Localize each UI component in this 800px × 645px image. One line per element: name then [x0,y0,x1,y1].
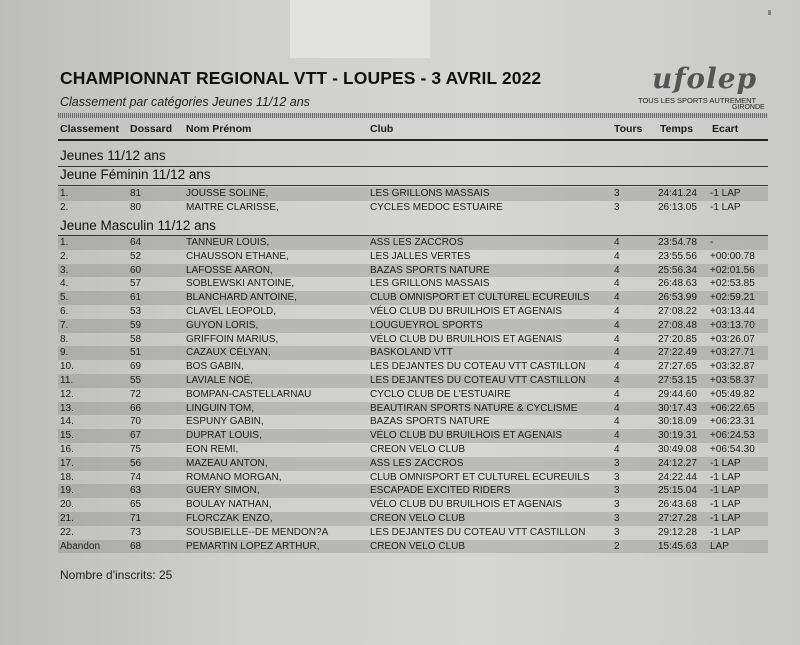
cell-bib: 67 [130,430,142,442]
cell-club: CYCLO CLUB DE L'ESTUAIRE [370,388,511,400]
cell-temps: 25:56.34 [658,264,697,276]
cell-name: TANNEUR LOUIS, [186,237,270,248]
cell-tours: 3 [614,188,620,199]
table-row [58,319,768,333]
cell-temps: 27:08.48 [658,319,697,331]
cell-tours: 4 [614,292,620,304]
cell-temps: 29:12.28 [658,526,697,538]
cell-rank: 10. [60,361,74,373]
page-subtitle: Classement par catégories Jeunes 11/12 ans [60,95,310,109]
cell-tours: 4 [614,237,620,248]
divider [58,185,768,186]
table-row [58,512,768,526]
cell-name: BOMPAN-CASTELLARNAU [186,388,312,400]
cell-rank: 6. [60,306,69,317]
paper-fold [290,0,430,58]
cell-bib: 60 [130,264,142,276]
cell-tours: 4 [614,250,620,262]
cell-temps: 27:27.28 [658,513,697,524]
cell-rank: 3. [60,264,69,276]
cell-club: CLUB OMNISPORT ET CULTUREL ECUREUILS [370,292,590,304]
cell-rank: 9. [60,347,69,359]
cell-club: LES DEJANTES DU COTEAU VTT CASTILLON [370,375,586,386]
col-temps-header: Temps [660,123,694,135]
cell-temps: 30:19.31 [658,430,697,442]
table-row [58,201,768,215]
cell-club: BEAUTIRAN SPORTS NATURE & CYCLISME [370,402,578,414]
cell-tours: 4 [614,444,620,455]
cell-rank: 21. [60,513,74,524]
cell-bib: 80 [130,201,142,213]
cell-tours: 3 [614,471,620,483]
cell-name: GUYON LORIS, [186,319,259,331]
cell-temps: 27:27.65 [658,361,697,373]
cell-name: CHAUSSON ETHANE, [186,250,289,262]
table-row [58,360,768,374]
cell-bib: 72 [130,388,142,400]
cell-club: LOUGUEYROL SPORTS [370,319,483,331]
cell-rank: 2. [60,250,69,262]
cell-name: BOULAY NATHAN, [186,499,272,511]
cell-temps: 26:13.05 [658,201,697,213]
cell-rank: 14. [60,416,74,428]
cell-name: CAZAUX CÉLYAN, [186,347,271,359]
cell-club: BAZAS SPORTS NATURE [370,416,490,428]
cell-name: MAZEAU ANTON, [186,457,268,469]
table-row [58,526,768,540]
cell-name: MAITRE CLARISSE, [186,201,279,213]
cell-rank: 2. [60,201,69,213]
cell-temps: 30:17.43 [658,402,697,414]
cell-temps: 23:55.56 [658,250,697,262]
cell-bib: 74 [130,471,142,483]
cell-rank: 15. [60,430,74,442]
cell-temps: 15:45.63 [658,540,697,552]
cell-bib: 61 [130,292,142,304]
col-bib-header: Dossard [130,123,173,135]
cell-rank: Abandon [60,540,101,552]
cell-bib: 59 [130,319,142,331]
cell-temps: 24:12.27 [658,457,697,469]
cell-temps: 24:22.44 [658,471,697,483]
feminin-section-title: Jeune Féminin 11/12 ans [60,167,211,182]
cell-name: GUERY SIMON, [186,485,260,497]
cell-tours: 4 [614,319,620,331]
cell-bib: 71 [130,513,142,524]
cell-rank: 13. [60,402,74,414]
table-row [58,471,768,485]
cell-tours: 4 [614,306,620,317]
cell-club: CREON VELO CLUB [370,513,466,524]
cell-bib: 73 [130,526,142,538]
cell-tours: 4 [614,278,620,290]
cell-ecart: -1 LAP [710,513,741,524]
cell-club: CREON VELO CLUB [370,540,466,552]
cell-rank: 11. [60,375,74,386]
cell-rank: 19. [60,485,74,497]
header-rule [58,113,768,118]
cell-rank: 5. [60,292,69,304]
table-row [58,346,768,360]
cell-club: VÉLO CLUB DU BRUILHOIS ET AGENAIS [370,333,563,345]
cell-rank: 1. [60,188,69,199]
cell-tours: 3 [614,513,620,524]
cell-ecart: +05:49.82 [710,388,755,400]
cell-club: LES GRILLONS MASSAIS [370,188,490,199]
cell-bib: 56 [130,457,142,469]
logo-word: ufolep [652,62,758,95]
cell-rank: 18. [60,471,74,483]
cell-tours: 3 [614,457,620,469]
table-row [58,484,768,498]
table-row [58,540,768,554]
cell-name: SOBLEWSKI ANTOINE, [186,278,295,290]
table-row [58,187,768,201]
registrant-count: Nombre d'inscrits: 25 [60,568,173,582]
cell-temps: 29:44.60 [658,388,697,400]
cell-club: LES DEJANTES DU COTEAU VTT CASTILLON [370,361,586,373]
divider [58,139,768,141]
cell-name: LAVIALE NOÉ, [186,375,254,386]
table-row [58,333,768,347]
cell-club: CREON VELO CLUB [370,444,466,455]
cell-ecart: +06:22.65 [710,402,755,414]
cell-rank: 4. [60,278,69,290]
cell-rank: 1. [60,237,69,248]
cell-club: BAZAS SPORTS NATURE [370,264,490,276]
cell-club: CLUB OMNISPORT ET CULTUREL ECUREUILS [370,471,590,483]
cell-rank: 16. [60,444,74,455]
cell-ecart: +03:26.07 [710,333,755,345]
cell-tours: 3 [614,485,620,497]
ufolep-logo [638,62,768,116]
cell-name: PEMARTIN LOPEZ ARTHUR, [186,540,320,552]
cell-temps: 30:18.09 [658,416,697,428]
cell-name: JOUSSE SOLINE, [186,188,269,199]
cell-rank: 7. [60,319,69,331]
cell-bib: 58 [130,333,142,345]
cell-bib: 75 [130,444,142,455]
cell-bib: 53 [130,306,142,317]
cell-rank: 12. [60,388,74,400]
page-title: CHAMPIONNAT REGIONAL VTT - LOUPES - 3 AVRIL 2022 [60,68,542,88]
cell-name: ROMANO MORGAN, [186,471,282,483]
cell-tours: 4 [614,375,620,386]
cell-tours: 4 [614,347,620,359]
cell-club: LES JALLES VERTES [370,250,471,262]
cell-temps: 27:53.15 [658,375,697,386]
cell-ecart: +02:53.85 [710,278,755,290]
col-rank-header: Classement [60,123,119,135]
cell-rank: 17. [60,457,74,469]
table-row [58,457,768,471]
cell-club: LES GRILLONS MASSAIS [370,278,490,290]
cell-ecart: +03:32.87 [710,361,755,373]
cell-temps: 26:43.68 [658,499,697,511]
cell-club: VÉLO CLUB DU BRUILHOIS ET AGENAIS [370,430,563,442]
cell-ecart: +00:00.78 [710,250,755,262]
cell-tours: 4 [614,430,620,442]
cell-ecart: +03:27.71 [710,347,755,359]
cell-name: ESPUNY GABIN, [186,416,264,428]
cell-bib: 52 [130,250,142,262]
logo-tagline: TOUS LES SPORTS AUTREMENT [638,96,757,105]
cell-ecart: +03:13.70 [710,319,755,331]
col-tours-header: Tours [614,123,643,135]
cell-bib: 64 [130,237,142,248]
cell-temps: 27:20.85 [658,333,697,345]
cell-temps: 25:15.04 [658,485,697,497]
cell-ecart: -1 LAP [710,499,741,511]
cell-bib: 68 [130,540,142,552]
table-row [58,236,768,250]
table-row [58,264,768,278]
cell-name: LAFOSSE AARON, [186,264,273,276]
cell-temps: 23:54.78 [658,237,697,248]
cell-club: ASS LES ZACCROS [370,237,464,248]
col-ecart-header: Ecart [712,123,739,135]
cell-club: VÉLO CLUB DU BRUILHOIS ET AGENAIS [370,499,563,511]
cell-tours: 3 [614,201,620,213]
cell-bib: 66 [130,402,142,414]
table-row [58,429,768,443]
cell-ecart: LAP [710,540,729,552]
masculin-section-title: Jeune Masculin 11/12 ans [60,218,216,233]
cell-bib: 57 [130,278,142,290]
cell-bib: 70 [130,416,142,428]
cell-ecart: +03:13.44 [710,306,755,317]
category-title: Jeunes 11/12 ans [60,148,166,163]
cell-ecart: -1 LAP [710,188,741,199]
cell-temps: 30:49.08 [658,444,697,455]
cell-name: BLANCHARD ANTOINE, [186,292,297,304]
cell-temps: 26:48.63 [658,278,697,290]
cell-temps: 27:22.49 [658,347,697,359]
cell-club: CYCLES MEDOC ESTUAIRE [370,201,503,213]
table-row [58,277,768,291]
cell-ecart: +06:23.31 [710,416,755,428]
cell-bib: 81 [130,188,142,199]
cell-tours: 4 [614,416,620,428]
table-row [58,388,768,402]
scan-mark [768,10,771,15]
table-row [58,498,768,512]
cell-ecart: -1 LAP [710,471,741,483]
cell-bib: 55 [130,375,142,386]
cell-tours: 4 [614,388,620,400]
cell-club: ESCAPADE EXCITED RIDERS [370,485,511,497]
cell-tours: 2 [614,540,620,552]
cell-club: LES DEJANTES DU COTEAU VTT CASTILLON [370,526,586,538]
cell-ecart: +06:24.53 [710,430,755,442]
table-row [58,374,768,388]
cell-ecart: +02:59.21 [710,292,755,304]
cell-ecart: +03:58.37 [710,375,755,386]
cell-ecart: +02:01.56 [710,264,755,276]
cell-tours: 3 [614,499,620,511]
table-row [58,443,768,457]
cell-club: BASKOLAND VTT [370,347,453,359]
cell-temps: 27:08.22 [658,306,697,317]
logo-region: GIRONDE [732,104,765,111]
cell-bib: 65 [130,499,142,511]
cell-name: FLORCZAK ENZO, [186,513,273,524]
table-row [58,415,768,429]
cell-name: SOUSBIELLE--DE MENDON?A [186,526,329,538]
col-name-header: Nom Prénom [186,123,252,135]
cell-name: EON REMI, [186,444,239,455]
cell-ecart: - [710,237,714,248]
cell-bib: 51 [130,347,142,359]
cell-name: CLAVEL LEOPOLD, [186,306,277,317]
cell-name: DUPRAT LOUIS, [186,430,262,442]
cell-tours: 4 [614,361,620,373]
table-row [58,305,768,319]
cell-ecart: -1 LAP [710,485,741,497]
cell-name: BOS GABIN, [186,361,244,373]
cell-ecart: -1 LAP [710,457,741,469]
cell-rank: 22. [60,526,74,538]
cell-tours: 4 [614,333,620,345]
table-row [58,250,768,264]
cell-tours: 4 [614,402,620,414]
cell-club: VÉLO CLUB DU BRUILHOIS ET AGENAIS [370,306,563,317]
cell-tours: 4 [614,264,620,276]
cell-temps: 26:53.99 [658,292,697,304]
cell-ecart: -1 LAP [710,526,741,538]
table-row [58,291,768,305]
cell-bib: 63 [130,485,142,497]
cell-tours: 3 [614,526,620,538]
cell-name: LINGUIN TOM, [186,402,254,414]
col-club-header: Club [370,123,394,135]
cell-ecart: -1 LAP [710,201,741,213]
cell-rank: 20. [60,499,74,511]
cell-temps: 24:41.24 [658,188,697,199]
cell-ecart: +06:54.30 [710,444,755,455]
cell-club: ASS LES ZACCROS [370,457,464,469]
cell-bib: 69 [130,361,142,373]
cell-name: GRIFFOIN MARIUS, [186,333,279,345]
cell-rank: 8. [60,333,69,345]
table-row [58,402,768,416]
